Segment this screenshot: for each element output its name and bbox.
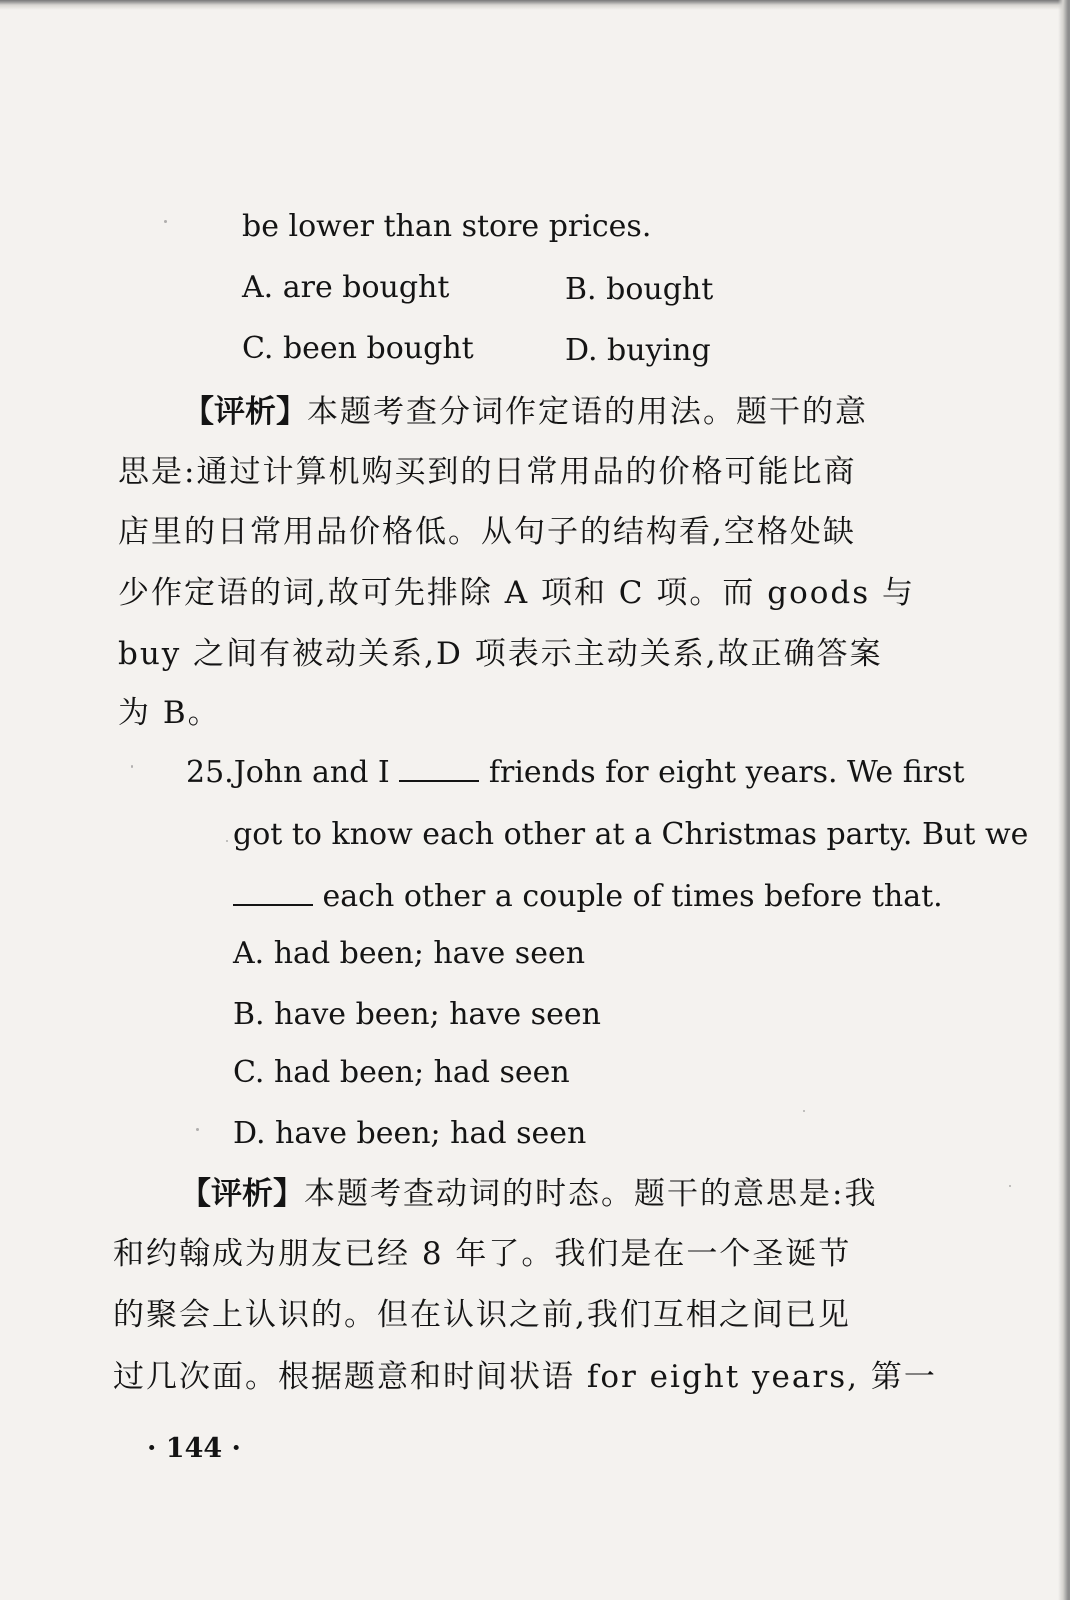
page-number: · 144 · (147, 1433, 241, 1464)
top-page-edge (0, 0, 1070, 10)
analysis-text: 本题考查分词作定语的用法。题干的意 (307, 394, 868, 430)
question-24-option-a: A. are bought (242, 270, 450, 305)
question-text: John and I (233, 755, 390, 790)
analysis-label: 【评析】 (183, 394, 307, 430)
question-24-option-b: B. bought (565, 272, 714, 307)
question-number: 25. (186, 755, 234, 790)
scan-speck (164, 220, 167, 223)
scan-speck (803, 1110, 805, 1112)
question-25-option-a: A. had been; have seen (233, 936, 586, 971)
answer-blank (399, 752, 479, 782)
question-24-option-c: C. been bought (242, 331, 474, 366)
answer-blank (233, 876, 313, 906)
question-24-stem-end: be lower than store prices. (242, 209, 652, 244)
question-25-option-b: B. have been; have seen (233, 997, 601, 1032)
question-24-analysis-line-5: buy 之间有被动关系,D 项表示主动关系,故正确答案 (118, 636, 883, 672)
question-24-analysis-line-1 (183, 392, 868, 432)
question-24-analysis-line-6: 为 B。 (118, 695, 221, 731)
question-25-option-c: C. had been; had seen (233, 1055, 570, 1090)
scan-speck (196, 1128, 199, 1131)
question-25-analysis-line-3: 的聚会上认识的。但在认识之前,我们互相之间已见 (113, 1297, 851, 1333)
question-25-option-d: D. have been; had seen (233, 1116, 587, 1151)
question-24-analysis-line-4: 少作定语的词,故可先排除 A 项和 C 项。而 goods 与 (118, 575, 916, 611)
question-24-analysis-line-2: 思是:通过计算机购买到的日常用品的价格可能比商 (118, 454, 857, 490)
question-25-line-3 (233, 876, 943, 917)
question-25-analysis-line-2: 和约翰成为朋友已经 8 年了。我们是在一个圣诞节 (113, 1236, 852, 1272)
question-25-line-2: got to know each other at a Christmas party. But we (233, 817, 1029, 852)
right-page-edge (1058, 0, 1070, 1600)
question-25-line-1 (186, 752, 965, 793)
analysis-text: 本题考查动词的时态。题干的意思是:我 (304, 1176, 878, 1212)
question-25-analysis-line-4: 过几次面。根据题意和时间状语 for eight years, 第一 (113, 1359, 937, 1395)
question-25-analysis-line-1 (180, 1174, 877, 1214)
question-24-analysis-line-3: 店里的日常用品价格低。从句子的结构看,空格处缺 (118, 514, 856, 550)
analysis-label: 【评析】 (180, 1176, 304, 1212)
question-text: friends for eight years. We first (488, 755, 965, 790)
question-24-option-d: D. buying (565, 333, 711, 368)
scan-speck (1009, 1185, 1011, 1187)
scan-speck (131, 765, 133, 768)
scan-speck (226, 840, 228, 842)
question-text: each other a couple of times before that. (322, 879, 943, 914)
